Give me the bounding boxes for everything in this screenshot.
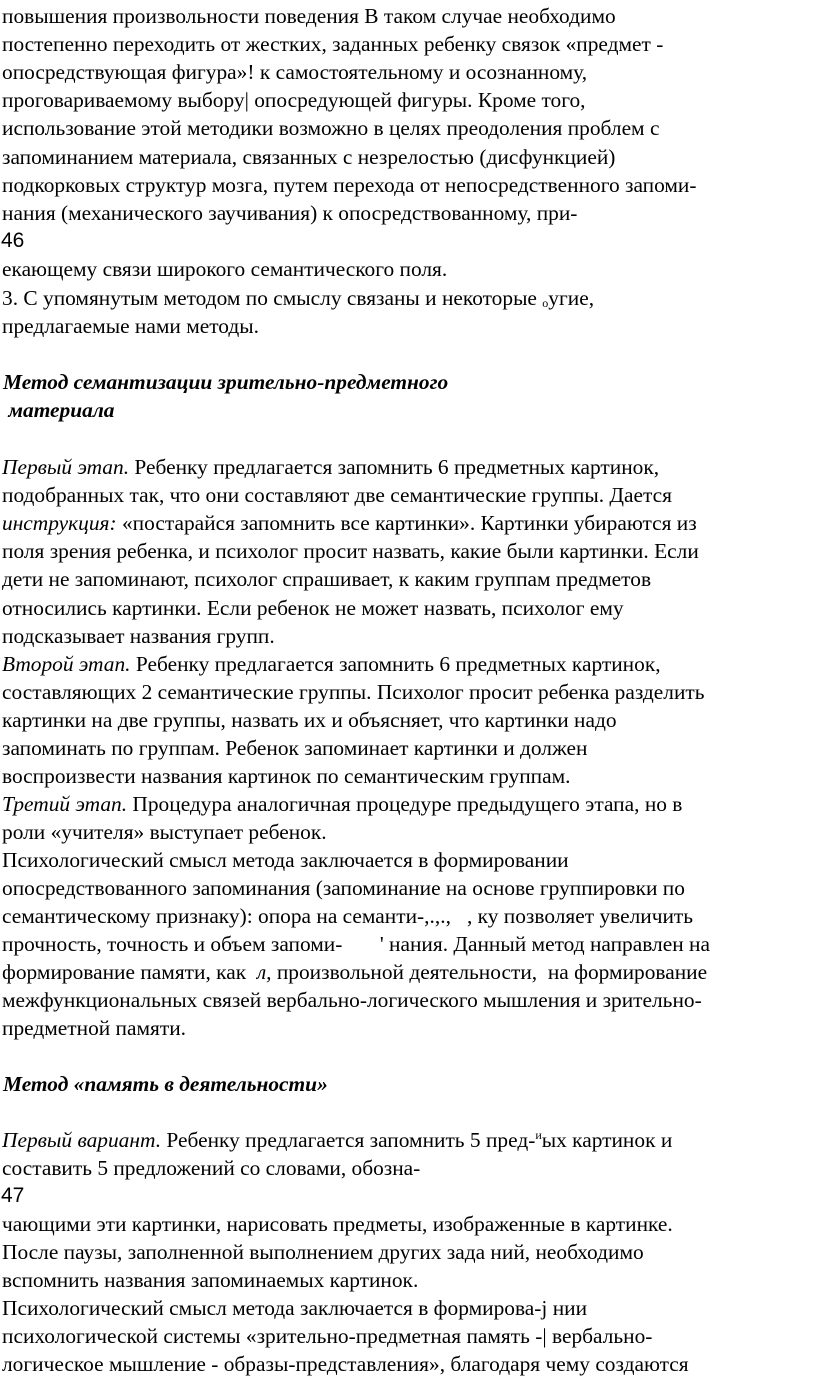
- text-line: проговариваемому выбору| опосредующей фигуры. Кроме того,: [2, 88, 586, 112]
- variant-1-line: [2, 1126, 672, 1155]
- text-line: подсказывает названия групп.: [2, 624, 275, 648]
- text-line: Психологический смысл метода заключается в формировании: [2, 848, 569, 872]
- small-letter: и: [535, 1128, 542, 1142]
- text-line: запоминать по группам. Ребенок запоминает картинки и должен: [2, 736, 588, 760]
- text-line: использование этой методики возможно в целях преодоления проблем с: [2, 116, 660, 140]
- text-line: подкорковых структур мозга, путем перехода от непосредственного запоми-: [2, 173, 697, 197]
- text-line: нания (механического заучивания) к опосредствованному, при-: [2, 201, 578, 225]
- text-line: предлагаемые нами методы.: [2, 314, 259, 338]
- text-line: чающими эти картинки, нарисовать предметы, изображенные в картинке.: [2, 1212, 673, 1236]
- section-heading: Метод семантизации зрительно-предметного: [3, 370, 449, 394]
- list-item-text: угие,: [548, 286, 595, 310]
- variant-label: Первый вариант.: [2, 1128, 162, 1152]
- text-line: повышения произвольности поведения В таком случае необходимо: [2, 4, 616, 28]
- stage-3-line: [2, 790, 682, 819]
- text-line: логическое мышление - образы-представления», благодаря чему создаются: [2, 1352, 689, 1376]
- text-line: постепенно переходить от жестких, заданных ребенку связок «предмет -: [2, 32, 664, 56]
- section-heading: материала: [3, 398, 115, 422]
- list-item-3: [2, 284, 594, 313]
- text-line: вспомнить названия запоминаемых картинок.: [2, 1268, 419, 1292]
- text-line: относились картинки. Если ребенок не может назвать, психолог ему: [2, 596, 624, 620]
- list-item-text: 3. С упомянутым методом по смыслу связаны и некоторые: [2, 286, 543, 310]
- text-line: психологической системы «зрительно-предметная память -| вербально-: [2, 1324, 653, 1348]
- text-line: предметной памяти.: [2, 1016, 187, 1040]
- text-segment: произвольной деятельности, на формирование: [271, 960, 708, 984]
- text-line: поля зрения ребенка, и психолог просит назвать, какие были картинки. Если: [2, 539, 699, 563]
- stage-1-line: [2, 453, 659, 482]
- text-segment: формирование памяти, как: [2, 960, 257, 984]
- variant-text: ых картинок и: [541, 1128, 673, 1152]
- instruction-text: «постарайся запомнить все картинки». Картинки убираются из: [116, 511, 697, 535]
- text-line: опосредствованного запоминания (запоминание на основе группировки по: [2, 876, 685, 900]
- page-number: 47: [1, 1184, 25, 1207]
- section-heading: Метод «память в деятельности»: [3, 1072, 328, 1096]
- text-line: [2, 958, 707, 987]
- stage-text: Процедура аналогичная процедуре предыдущего этапа, но в: [127, 792, 683, 816]
- text-line: картинки на две группы, назвать их и объясняет, что картинки надо: [2, 708, 617, 732]
- text-line: екающему связи широкого семантического поля.: [2, 257, 448, 281]
- text-line: роли «учителя» выступает ребенок.: [2, 820, 327, 844]
- small-letter: о: [542, 296, 549, 310]
- stage-label: Первый этап.: [2, 455, 130, 479]
- text-line: воспроизвести названия картинок по семантическим группам.: [2, 764, 571, 788]
- text-line: подобранных так, что они составляют две семантические группы. Дается: [2, 483, 672, 507]
- stage-text: Ребенку предлагается запомнить 6 предметных картинок,: [130, 652, 661, 676]
- stage-label: Третий этап.: [2, 792, 128, 816]
- text-line: составить 5 предложений со словами, обозна-: [2, 1156, 421, 1180]
- instruction-line: [2, 509, 697, 538]
- variant-text: Ребенку предлагается запомнить 5 пред-: [161, 1128, 536, 1152]
- text-line: После паузы, заполненной выполнением других зада ний, необходимо: [2, 1240, 644, 1264]
- text-line: семантическому признаку): опора на семанти-,.,., , ку позволяет увеличить: [2, 904, 694, 928]
- instruction-label: инструкция:: [2, 511, 117, 535]
- text-line: межфункциональных связей вербально-логического мышления и зрительно-: [2, 988, 702, 1012]
- text-line: Психологический смысл метода заключается в формирова-j нии: [2, 1296, 588, 1320]
- text-line: составляющих 2 семантические группы. Психолог просит ребенка разделить: [2, 680, 705, 704]
- italic-fragment: л,: [256, 960, 272, 984]
- page-number: 46: [1, 229, 25, 252]
- text-line: дети не запоминают, психолог спрашивает, к каким группам предметов: [2, 567, 652, 591]
- stage-label: Второй этап.: [2, 652, 131, 676]
- text-line: запоминанием материала, связанных с незрелостью (дисфункцией): [2, 145, 616, 169]
- stage-text: Ребенку предлагается запомнить 6 предметных картинок,: [129, 455, 660, 479]
- text-line: прочность, точность и объем запоми- ' нания. Данный метод направлен на: [2, 932, 710, 956]
- text-line: опосредствующая фигура»! к самостоятельному и осознанному,: [2, 60, 588, 84]
- stage-2-line: [2, 650, 661, 679]
